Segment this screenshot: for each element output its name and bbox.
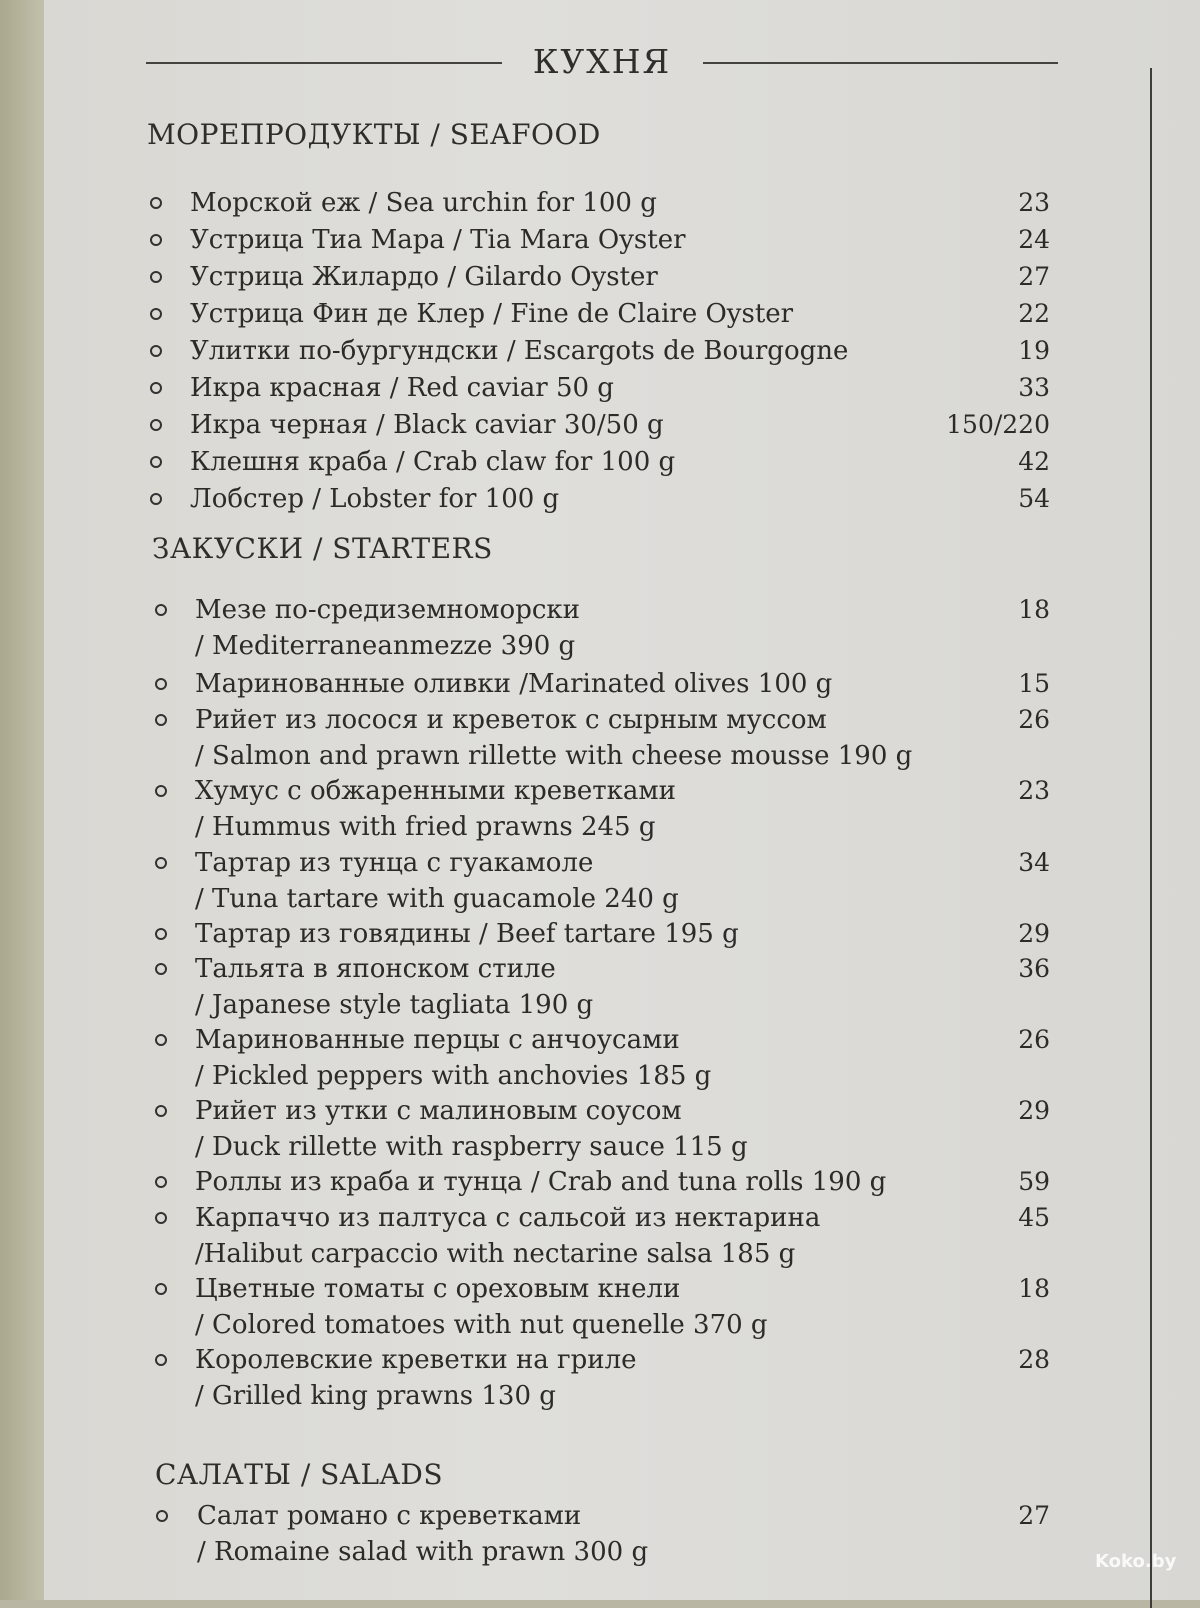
- bullet-icon: [155, 604, 167, 616]
- menu-item: [0, 1022, 1200, 1094]
- menu-item-price: 19: [1018, 336, 1050, 365]
- menu-item-name: [197, 1498, 648, 1570]
- menu-item-line: Хумус с обжаренными креветками: [195, 776, 676, 806]
- menu-item-name: [190, 481, 559, 517]
- menu-item-line: Роллы из краба и тунца / Crab and tuna rolls 190 g: [195, 1167, 887, 1197]
- menu-item-price: 34: [1018, 848, 1050, 877]
- menu-item-line: / Romaine salad with prawn 300 g: [197, 1537, 649, 1567]
- bullet-icon: [155, 857, 167, 869]
- menu-item-line: / Tuna tartare with guacamole 240 g: [195, 884, 679, 914]
- menu-item-name: [190, 259, 658, 295]
- menu-item-price: 59: [1018, 1167, 1050, 1196]
- menu-item: [0, 1498, 1200, 1570]
- menu-item: [0, 333, 1200, 369]
- menu-item-line: Лобстер / Lobster for 100 g: [190, 484, 560, 514]
- menu-item-name: [195, 845, 679, 917]
- menu-item: [0, 845, 1200, 917]
- menu-item-price: 23: [1018, 776, 1050, 805]
- bullet-icon: [155, 714, 167, 726]
- section-title: МОРЕПРОДУКТЫ / SEAFOOD: [147, 118, 601, 151]
- bullet-icon: [155, 928, 167, 940]
- menu-item-line: Икра черная / Black caviar 30/50 g: [190, 410, 664, 440]
- menu-item-name: [190, 407, 664, 443]
- page-title: КУХНЯ: [532, 42, 672, 81]
- menu-item-name: [195, 1093, 748, 1165]
- bullet-icon: [150, 234, 162, 246]
- menu-item-line: Улитки по-бургундски / Escargots de Bourgogne: [190, 336, 849, 366]
- section-title: САЛАТЫ / SALADS: [155, 1458, 444, 1491]
- menu-item-price: 27: [1018, 262, 1050, 291]
- menu-item: [0, 407, 1200, 443]
- menu-item: [0, 370, 1200, 406]
- menu-item: [0, 296, 1200, 332]
- bullet-icon: [150, 345, 162, 357]
- bullet-icon: [150, 493, 162, 505]
- menu-item-name: [195, 1164, 886, 1200]
- title-rule-right: [703, 62, 1058, 64]
- menu-item-price: 24: [1018, 225, 1050, 254]
- bullet-icon: [150, 382, 162, 394]
- menu-item-line: Королевские креветки на гриле: [195, 1345, 637, 1375]
- menu-item-line: Мезе по-средиземноморски: [195, 595, 580, 625]
- bullet-icon: [155, 1212, 167, 1224]
- menu-item-price: 28: [1018, 1345, 1050, 1374]
- menu-item: [0, 1093, 1200, 1165]
- menu-item-line: /Halibut carpaccio with nectarine salsa 185 g: [195, 1239, 796, 1269]
- menu-item-price: 45: [1018, 1203, 1050, 1232]
- menu-item-price: 33: [1018, 373, 1050, 402]
- bullet-icon: [150, 197, 162, 209]
- menu-item-line: / Hummus with fried prawns 245 g: [195, 812, 656, 842]
- menu-item: [0, 1342, 1200, 1414]
- menu-item-name: [190, 296, 793, 332]
- menu-item: [0, 1271, 1200, 1343]
- menu-item: [0, 481, 1200, 517]
- menu-item-line: Устрица Жилардо / Gilardo Oyster: [190, 262, 658, 292]
- menu-item-line: Маринованные оливки /Marinated olives 100 g: [195, 669, 833, 699]
- bullet-icon: [155, 678, 167, 690]
- bullet-icon: [155, 1105, 167, 1117]
- menu-item-price: 36: [1018, 954, 1050, 983]
- menu-item-price: 22: [1018, 299, 1050, 328]
- menu-item-name: [195, 592, 580, 664]
- menu-item-line: / Mediterraneanmezze 390 g: [195, 631, 576, 661]
- menu-item-name: [190, 222, 686, 258]
- menu-item-price: 29: [1018, 1096, 1050, 1125]
- menu-item-name: [195, 773, 676, 845]
- bullet-icon: [155, 1354, 167, 1366]
- menu-item-line: / Duck rillette with raspberry sauce 115 g: [195, 1132, 748, 1162]
- bullet-icon: [150, 308, 162, 320]
- menu-item: [0, 951, 1200, 1023]
- menu-item-price: 26: [1018, 1025, 1050, 1054]
- watermark: Koko.by: [1095, 1551, 1177, 1572]
- menu-item-price: 27: [1018, 1501, 1050, 1530]
- menu-item-line: Маринованные перцы с анчоусами: [195, 1025, 680, 1055]
- menu-item-price: 150/220: [946, 410, 1050, 439]
- menu-item-line: Рийет из утки с малиновым соусом: [195, 1096, 682, 1126]
- menu-item: [0, 773, 1200, 845]
- menu-item-line: Икра красная / Red caviar 50 g: [190, 373, 614, 403]
- menu-item-name: [195, 1271, 768, 1343]
- menu-item-name: [195, 1022, 711, 1094]
- menu-item-name: [190, 185, 657, 221]
- bullet-icon: [150, 419, 162, 431]
- menu-item-name: [195, 666, 832, 702]
- bullet-icon: [156, 1510, 168, 1522]
- menu-item: [0, 916, 1200, 952]
- menu-item-name: [190, 333, 848, 369]
- bullet-icon: [150, 456, 162, 468]
- menu-item-price: 29: [1018, 919, 1050, 948]
- section-title: ЗАКУСКИ / STARTERS: [152, 532, 493, 565]
- bullet-icon: [150, 271, 162, 283]
- title-rule-left: [146, 62, 502, 64]
- bullet-icon: [155, 1176, 167, 1188]
- bullet-icon: [155, 963, 167, 975]
- menu-item-line: Тартар из тунца с гуакамоле: [195, 848, 594, 878]
- menu-item-line: Устрица Фин де Клер / Fine de Claire Oyster: [190, 299, 794, 329]
- menu-item-line: / Pickled peppers with anchovies 185 g: [195, 1061, 712, 1091]
- menu-item-line: Рийет из лосося и креветок с сырным муссом: [195, 705, 827, 735]
- menu-item-line: Клешня краба / Crab claw for 100 g: [190, 447, 676, 477]
- menu-item-price: 23: [1018, 188, 1050, 217]
- menu-item: [0, 444, 1200, 480]
- menu-item: [0, 666, 1200, 702]
- menu-item: [0, 1200, 1200, 1272]
- bullet-icon: [155, 1283, 167, 1295]
- menu-item-name: [190, 370, 614, 406]
- menu-item-line: / Colored tomatoes with nut quenelle 370 g: [195, 1310, 768, 1340]
- menu-item-price: 26: [1018, 705, 1050, 734]
- menu-item-line: Тартар из говядины / Beef tartare 195 g: [195, 919, 739, 949]
- menu-item: [0, 259, 1200, 295]
- menu-item: [0, 222, 1200, 258]
- menu-item-line: Салат романо с креветками: [197, 1501, 582, 1531]
- menu-item-name: [195, 702, 912, 774]
- bullet-icon: [155, 1034, 167, 1046]
- menu-item: [0, 592, 1200, 664]
- bullet-icon: [155, 785, 167, 797]
- menu-item-price: 42: [1018, 447, 1050, 476]
- menu-item-name: [195, 951, 593, 1023]
- menu-item-name: [195, 1200, 820, 1272]
- menu-item-line: Тальята в японском стиле: [195, 954, 556, 984]
- menu-item-line: / Grilled king prawns 130 g: [195, 1381, 556, 1411]
- menu-item-price: 18: [1018, 595, 1050, 624]
- menu-item-price: 18: [1018, 1274, 1050, 1303]
- menu-item: [0, 702, 1200, 774]
- menu-item-name: [195, 1342, 637, 1414]
- menu-item-line: / Japanese style tagliata 190 g: [195, 990, 594, 1020]
- menu-item-name: [190, 444, 675, 480]
- menu-item-price: 15: [1018, 669, 1050, 698]
- menu-item-line: Карпаччо из палтуса с сальсой из нектарина: [195, 1203, 821, 1233]
- menu-item-line: Морской еж / Sea urchin for 100 g: [190, 188, 657, 218]
- menu-item-name: [195, 916, 739, 952]
- menu-item: [0, 185, 1200, 221]
- menu-item-line: Цветные томаты с ореховым кнели: [195, 1274, 681, 1304]
- menu-item-line: / Salmon and prawn rillette with cheese mousse 190 g: [195, 741, 913, 771]
- menu-item-line: Устрица Тиа Мара / Tia Mara Oyster: [190, 225, 686, 255]
- menu-item-price: 54: [1018, 484, 1050, 513]
- menu-item: [0, 1164, 1200, 1200]
